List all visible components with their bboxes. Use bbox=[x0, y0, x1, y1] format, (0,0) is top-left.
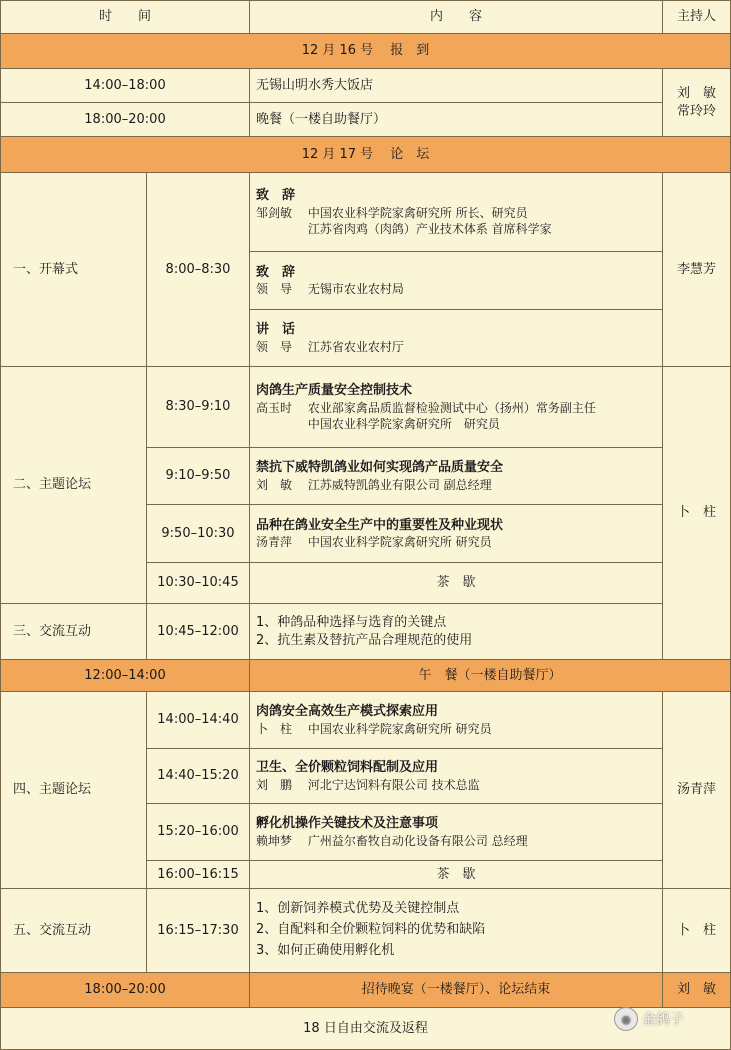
header-content bbox=[249, 0, 663, 34]
s2-talk1 bbox=[249, 366, 663, 448]
tea-break: 茶 歇 bbox=[436, 575, 476, 591]
tea-break: 茶 歇 bbox=[436, 866, 476, 882]
host-name: 李慧芳 bbox=[676, 261, 716, 277]
header-host-label: 主持人 bbox=[676, 9, 716, 25]
discussion-point: 3、如何正确使用孵化机 bbox=[256, 942, 395, 958]
talk-title: 肉鸽安全高效生产模式探索应用 bbox=[256, 704, 439, 720]
s4-name bbox=[0, 691, 147, 889]
s1-block3 bbox=[249, 309, 663, 367]
day1-title: 12 月 16 号 报 到 bbox=[301, 43, 430, 59]
day2-title: 12 月 17 号 论 坛 bbox=[301, 146, 430, 162]
s2-talk3-time bbox=[146, 504, 250, 563]
s1-block2 bbox=[249, 251, 663, 310]
speaker-line: 高玉时 农业部家禽品质监督检验测试中心（扬州）常务副主任 bbox=[256, 400, 596, 415]
time-text: 18:00–20:00 bbox=[84, 982, 166, 998]
s2-tea bbox=[249, 562, 663, 604]
time-text: 16:00–16:15 bbox=[157, 866, 239, 882]
discussion-point: 2、自配料和全价颗粒饲料的优势和缺陷 bbox=[256, 922, 486, 938]
s2-talk3 bbox=[249, 504, 663, 563]
time-text: 16:15–17:30 bbox=[157, 922, 239, 938]
s3-time bbox=[146, 603, 250, 660]
day1-row1-time bbox=[0, 68, 250, 103]
day1-host bbox=[662, 68, 731, 137]
talk-title: 卫生、全价颗粒饲料配制及应用 bbox=[256, 760, 439, 776]
s4-talk1 bbox=[249, 691, 663, 749]
time-text: 8:00–8:30 bbox=[165, 261, 231, 277]
session-name: 三、交流互动 bbox=[13, 623, 92, 639]
content-text: 晚餐（一楼自助餐厅） bbox=[256, 111, 387, 127]
block-heading: 致 辞 bbox=[256, 188, 296, 204]
s1-name bbox=[0, 172, 147, 367]
speaker-line: 邹剑敏 中国农业科学院家禽研究所 所长、研究员 bbox=[256, 205, 528, 220]
s5-name bbox=[0, 888, 147, 973]
speaker-line: 刘 敏 江苏威特凯鸽业有限公司 副总经理 bbox=[256, 477, 492, 492]
time-text: 10:30–10:45 bbox=[157, 575, 239, 591]
s4-talk3 bbox=[249, 803, 663, 861]
s4-talk1-time bbox=[146, 691, 250, 749]
content-text: 午 餐（一楼自助餐厅） bbox=[418, 667, 562, 683]
day1-row2-content bbox=[249, 102, 663, 137]
speaker-line: 汤青萍 中国农业科学院家禽研究所 研究员 bbox=[256, 535, 492, 550]
s5-time bbox=[146, 888, 250, 973]
s1-host bbox=[662, 172, 731, 367]
time-text: 14:00–18:00 bbox=[84, 77, 166, 93]
s3-content bbox=[249, 603, 663, 660]
talk-title: 肉鸽生产质量安全控制技术 bbox=[256, 383, 413, 399]
day1-row1-content bbox=[249, 68, 663, 103]
header-time-label: 时 间 bbox=[98, 9, 151, 25]
time-text: 14:00–14:40 bbox=[157, 712, 239, 728]
s4-talk2-time bbox=[146, 748, 250, 804]
s5-content bbox=[249, 888, 663, 973]
content-text: 无锡山明水秀大饭店 bbox=[256, 77, 374, 93]
time-text: 9:10–9:50 bbox=[165, 468, 231, 484]
time-text: 9:50–10:30 bbox=[161, 525, 235, 541]
host-name: 刘 敏 bbox=[676, 982, 716, 998]
session-name: 一、开幕式 bbox=[13, 261, 79, 277]
session-name: 二、主题论坛 bbox=[13, 477, 92, 493]
s2-tea-time bbox=[146, 562, 250, 604]
time-text: 12:00–14:00 bbox=[84, 667, 166, 683]
talk-title: 禁抗下威特凯鸽业如何实现鸽产品质量安全 bbox=[256, 460, 504, 476]
header-host bbox=[662, 0, 731, 34]
talk-title: 孵化机操作关键技术及注意事项 bbox=[256, 816, 439, 832]
speaker-line: 中国农业科学院家禽研究所 研究员 bbox=[256, 416, 500, 431]
wechat-icon: ◉ bbox=[614, 1007, 638, 1031]
host-name: 卜 柱 bbox=[676, 505, 716, 521]
dinner-host bbox=[662, 972, 731, 1008]
s4-tea-time bbox=[146, 860, 250, 889]
s4-tea bbox=[249, 860, 663, 889]
dinner-time bbox=[0, 972, 250, 1008]
block-heading: 讲 话 bbox=[256, 322, 296, 338]
day3-title: 18 日自由交流及返程 bbox=[303, 1020, 428, 1036]
s1-block1 bbox=[249, 172, 663, 252]
speaker-line: 赖坤梦 广州益尔畜牧自动化设备有限公司 总经理 bbox=[256, 833, 528, 848]
lunch-time bbox=[0, 659, 250, 692]
day2-banner bbox=[0, 136, 731, 173]
watermark bbox=[614, 1008, 684, 1030]
speaker-line: 刘 鹏 河北宁达饲料有限公司 技术总监 bbox=[256, 777, 480, 792]
time-text: 10:45–12:00 bbox=[157, 623, 239, 639]
speaker-line: 卜 柱 中国农业科学院家禽研究所 研究员 bbox=[256, 721, 492, 736]
host-name: 刘 敏 bbox=[676, 85, 716, 101]
day1-banner bbox=[0, 33, 731, 69]
speaker-line: 领 导 江苏省农业农村厅 bbox=[256, 339, 404, 354]
time-text: 8:30–9:10 bbox=[165, 399, 231, 415]
header-time bbox=[0, 0, 250, 34]
host-name: 卜 柱 bbox=[676, 922, 716, 938]
content-text: 招待晚宴（一楼餐厅）、论坛结束 bbox=[361, 982, 551, 998]
s3-name bbox=[0, 603, 147, 660]
s4-host bbox=[662, 691, 731, 889]
s1-time bbox=[146, 172, 250, 367]
lunch-content bbox=[249, 659, 731, 692]
s4-talk3-time bbox=[146, 803, 250, 861]
s2-talk1-time bbox=[146, 366, 250, 448]
speaker-line: 领 导 无锡市农业农村局 bbox=[256, 282, 404, 297]
host-name: 汤青萍 bbox=[676, 782, 716, 798]
session-name: 五、交流互动 bbox=[13, 922, 92, 938]
s5-host bbox=[662, 888, 731, 973]
host-name: 常玲玲 bbox=[676, 103, 716, 119]
session-name: 四、主题论坛 bbox=[13, 782, 92, 798]
time-text: 18:00–20:00 bbox=[84, 111, 166, 127]
discussion-point: 1、创新饲养模式优势及关键控制点 bbox=[256, 901, 460, 917]
dinner-content bbox=[249, 972, 663, 1008]
speaker-line: 江苏省肉鸡（肉鸽）产业技术体系 首席科学家 bbox=[256, 221, 552, 236]
discussion-point: 2、抗生素及替抗产品合理规范的使用 bbox=[256, 632, 473, 648]
talk-title: 品种在鸽业安全生产中的重要性及种业现状 bbox=[256, 517, 504, 533]
s2-talk2-time bbox=[146, 447, 250, 505]
s2-talk2 bbox=[249, 447, 663, 505]
s2-name bbox=[0, 366, 147, 604]
host-morning bbox=[662, 366, 731, 660]
discussion-point: 1、种鸽品种选择与选育的关键点 bbox=[256, 614, 447, 630]
day1-row2-time bbox=[0, 102, 250, 137]
block-heading: 致 辞 bbox=[256, 264, 296, 280]
header-content-label: 内 容 bbox=[429, 9, 482, 25]
watermark-text: 金鸽子 bbox=[642, 1012, 684, 1028]
s4-talk2 bbox=[249, 748, 663, 804]
time-text: 15:20–16:00 bbox=[157, 824, 239, 840]
time-text: 14:40–15:20 bbox=[157, 768, 239, 784]
